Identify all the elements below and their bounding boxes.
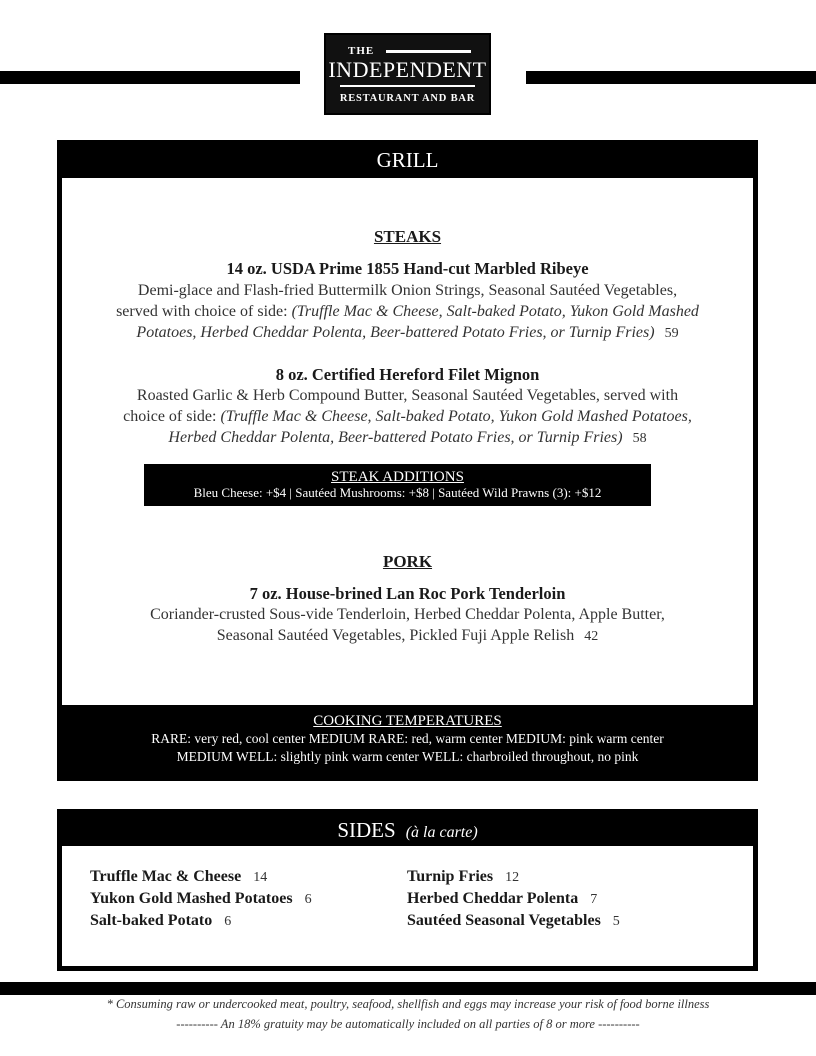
filet-desc-line2: choice of side:	[123, 408, 221, 425]
steak-additions-box	[144, 464, 651, 506]
ribeye-desc-line1: Demi-glace and Flash-fried Buttermilk Onion Strings, Seasonal Sautéed Vegetables,	[137, 282, 678, 299]
side-price: 12	[505, 870, 520, 885]
side-price: 14	[253, 870, 268, 885]
sides-title-bar	[62, 814, 753, 846]
list-item	[407, 910, 620, 932]
sides-list-left	[90, 866, 312, 932]
pork-name: 7 oz. House-brined Lan Roc Pork Tenderloin	[249, 584, 566, 603]
filet-description	[82, 385, 733, 449]
side-price: 6	[224, 914, 232, 929]
logo-subtitle: RESTAURANT AND BAR	[339, 93, 476, 104]
list-item	[407, 866, 620, 888]
footer-disclaimer: * Consuming raw or undercooked meat, poultry, seafood, shellfish and eggs may increase your risk of food borne illness	[106, 997, 710, 1011]
list-item	[90, 888, 312, 910]
header-rule-right	[526, 71, 816, 84]
steak-additions-title: STEAK ADDITIONS	[331, 469, 464, 485]
logo-the: THE	[348, 45, 375, 57]
sides-list-right	[407, 866, 620, 932]
pork-heading: PORK	[382, 552, 433, 571]
header-rule-left	[0, 71, 300, 84]
side-name: Sautéed Seasonal Vegetables	[407, 912, 601, 929]
filet-desc-line1: Roasted Garlic & Herb Compound Butter, Seasonal Sautéed Vegetables, served with	[136, 387, 679, 404]
ribeye-description	[82, 280, 733, 344]
ribeye-price: 59	[664, 326, 679, 341]
cooking-temperatures-box	[57, 705, 758, 781]
list-item	[90, 866, 312, 888]
filet-name: 8 oz. Certified Hereford Filet Mignon	[275, 365, 540, 384]
filet-price: 58	[632, 431, 647, 446]
steak-additions-list: Bleu Cheese: +$4 | Sautéed Mushrooms: +$8 | Sautéed Wild Prawns (3): +$12	[193, 485, 602, 500]
list-item	[90, 910, 312, 932]
side-name: Yukon Gold Mashed Potatoes	[90, 890, 293, 907]
cooking-temperatures-line1: RARE: very red, cool center MEDIUM RARE: red, warm center MEDIUM: pink warm center	[151, 731, 664, 746]
grill-panel	[57, 140, 758, 781]
restaurant-logo	[324, 33, 491, 115]
cooking-temperatures-line2: MEDIUM WELL: slightly pink warm center WELL: charbroiled throughout, no pink	[176, 749, 639, 764]
pork-desc-line2: Seasonal Sautéed Vegetables, Pickled Fuji Apple Relish	[216, 627, 575, 644]
cooking-temperatures-title: COOKING TEMPERATURES	[313, 713, 502, 729]
list-item	[407, 888, 620, 910]
footer-rule	[0, 982, 816, 995]
sides-title: SIDES	[337, 818, 396, 842]
sides-subtitle: (à la carte)	[405, 824, 478, 841]
ribeye-sides-choice: (Truffle Mac & Cheese, Salt-baked Potato, Yukon Gold Mashed	[291, 303, 699, 320]
steaks-heading: STEAKS	[373, 227, 442, 246]
ribeye-name: 14 oz. USDA Prime 1855 Hand-cut Marbled Ribeye	[226, 259, 589, 278]
filet-sides-choice: (Truffle Mac & Cheese, Salt-baked Potato, Yukon Gold Mashed Potatoes,	[220, 408, 692, 425]
ribeye-sides-choice-cont: Potatoes, Herbed Cheddar Polenta, Beer-battered Potato Fries, or Turnip Fries)	[136, 324, 655, 341]
side-name: Turnip Fries	[407, 868, 494, 885]
side-name: Truffle Mac & Cheese	[90, 868, 242, 885]
ribeye-desc-line2: served with choice of side:	[116, 303, 292, 320]
footer-gratuity: ---------- An 18% gratuity may be automatically included on all parties of 8 or more ----------	[176, 1017, 640, 1031]
pork-price: 42	[584, 629, 599, 644]
grill-title: GRILL	[62, 145, 753, 178]
side-price: 6	[304, 892, 312, 907]
filet-sides-choice-cont: Herbed Cheddar Polenta, Beer-battered Potato Fries, or Turnip Fries)	[168, 429, 623, 446]
logo-bar-top	[386, 50, 471, 53]
side-name: Herbed Cheddar Polenta	[407, 890, 579, 907]
logo-bar-bottom	[340, 85, 475, 87]
side-price: 5	[612, 914, 620, 929]
side-price: 7	[590, 892, 598, 907]
sides-panel	[57, 809, 758, 971]
side-name: Salt-baked Potato	[90, 912, 213, 929]
pork-description	[82, 604, 733, 647]
pork-desc-line1: Coriander-crusted Sous-vide Tenderloin, Herbed Cheddar Polenta, Apple Butter,	[150, 606, 665, 623]
logo-name: INDEPENDENT	[328, 57, 487, 82]
